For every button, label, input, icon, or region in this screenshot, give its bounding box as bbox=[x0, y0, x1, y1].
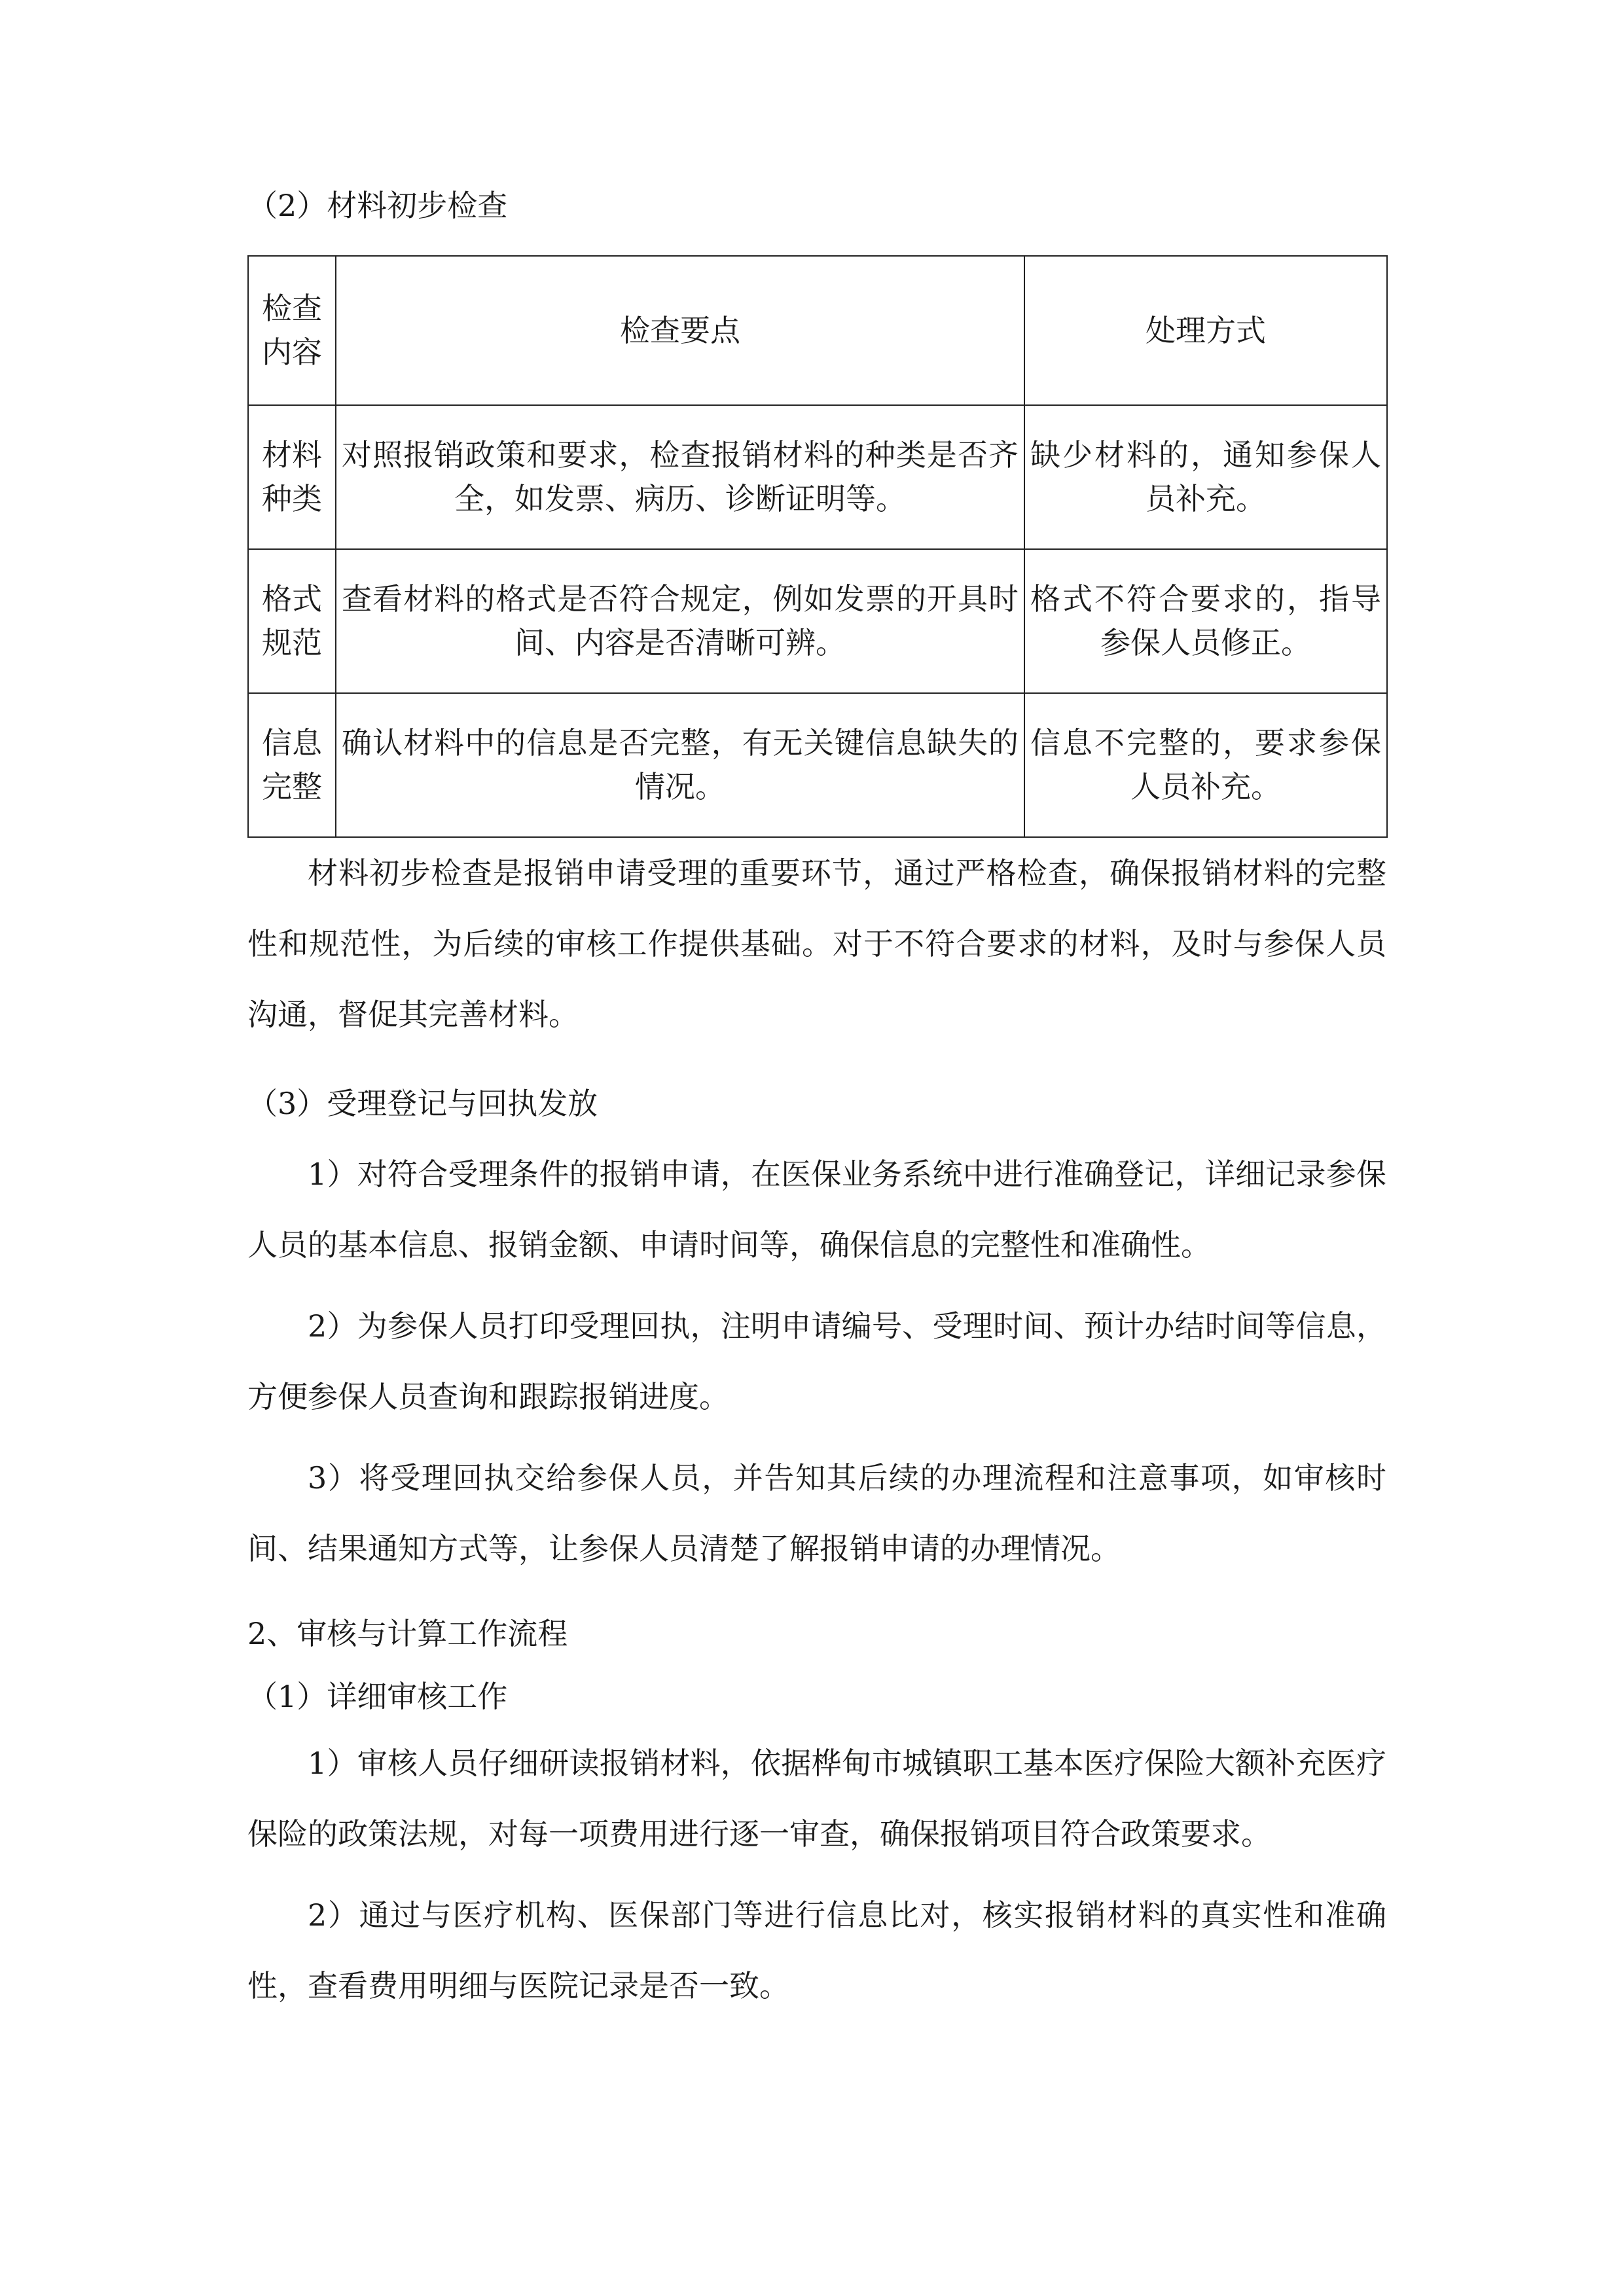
header-handling: 处理方式 bbox=[1024, 256, 1387, 405]
cell-item: 信息完整 bbox=[248, 693, 336, 837]
table-header-row bbox=[248, 256, 1387, 405]
section-heading-material-check: （2）材料初步检查 bbox=[247, 188, 508, 223]
table-row bbox=[248, 549, 1387, 693]
material-check-summary: 材料初步检查是报销申请受理的重要环节，通过严格检查，确保报销材料的完整性和规范性，为后续的审核工作提供基础。对于不符合要求的材料，及时与参保人员沟通，督促其完善材料。 bbox=[247, 855, 1386, 1032]
table-row bbox=[248, 405, 1387, 549]
header-check-content: 检查内容 bbox=[248, 256, 336, 405]
cell-action: 缺少材料的，通知参保人员补充。 bbox=[1024, 405, 1387, 549]
review-item-1: 1）审核人员仔细研读报销材料，依据桦甸市城镇职工基本医疗保险大额补充医疗保险的政策法规，对每一项费用进行逐一审查，确保报销项目符合政策要求。 bbox=[247, 1746, 1386, 1852]
registration-item-1: 1）对符合受理条件的报销申请，在医保业务系统中进行准确登记，详细记录参保人员的基本信息、报销金额、申请时间等，确保信息的完整性和准确性。 bbox=[247, 1157, 1386, 1263]
cell-item: 材料种类 bbox=[248, 405, 336, 549]
registration-item-3: 3）将受理回执交给参保人员，并告知其后续的办理流程和注意事项，如审核时间、结果通知方式等，让参保人员清楚了解报销申请的办理情况。 bbox=[247, 1460, 1386, 1566]
section-subheading-detailed-review: （1）详细审核工作 bbox=[247, 1678, 508, 1714]
material-check-table bbox=[247, 255, 1388, 838]
review-item-2: 2）通过与医疗机构、医保部门等进行信息比对，核实报销材料的真实性和准确性，查看费用明细与医院记录是否一致。 bbox=[247, 1897, 1386, 2003]
section-heading-review: 2、审核与计算工作流程 bbox=[247, 1615, 568, 1651]
cell-point: 确认材料中的信息是否完整，有无关键信息缺失的情况。 bbox=[336, 693, 1024, 837]
table-row bbox=[248, 693, 1387, 837]
cell-item: 格式规范 bbox=[248, 549, 336, 693]
cell-point: 对照报销政策和要求，检查报销材料的种类是否齐全，如发票、病历、诊断证明等。 bbox=[336, 405, 1024, 549]
registration-item-2: 2）为参保人员打印受理回执，注明申请编号、受理时间、预计办结时间等信息，方便参保人员查询和跟踪报销进度。 bbox=[247, 1308, 1386, 1414]
cell-action: 信息不完整的，要求参保人员补充。 bbox=[1024, 693, 1387, 837]
header-check-points: 检查要点 bbox=[336, 256, 1024, 405]
document-page bbox=[247, 183, 1386, 2021]
cell-action: 格式不符合要求的，指导参保人员修正。 bbox=[1024, 549, 1387, 693]
section-heading-registration: （3）受理登记与回执发放 bbox=[247, 1085, 598, 1121]
cell-point: 查看材料的格式是否符合规定，例如发票的开具时间、内容是否清晰可辨。 bbox=[336, 549, 1024, 693]
